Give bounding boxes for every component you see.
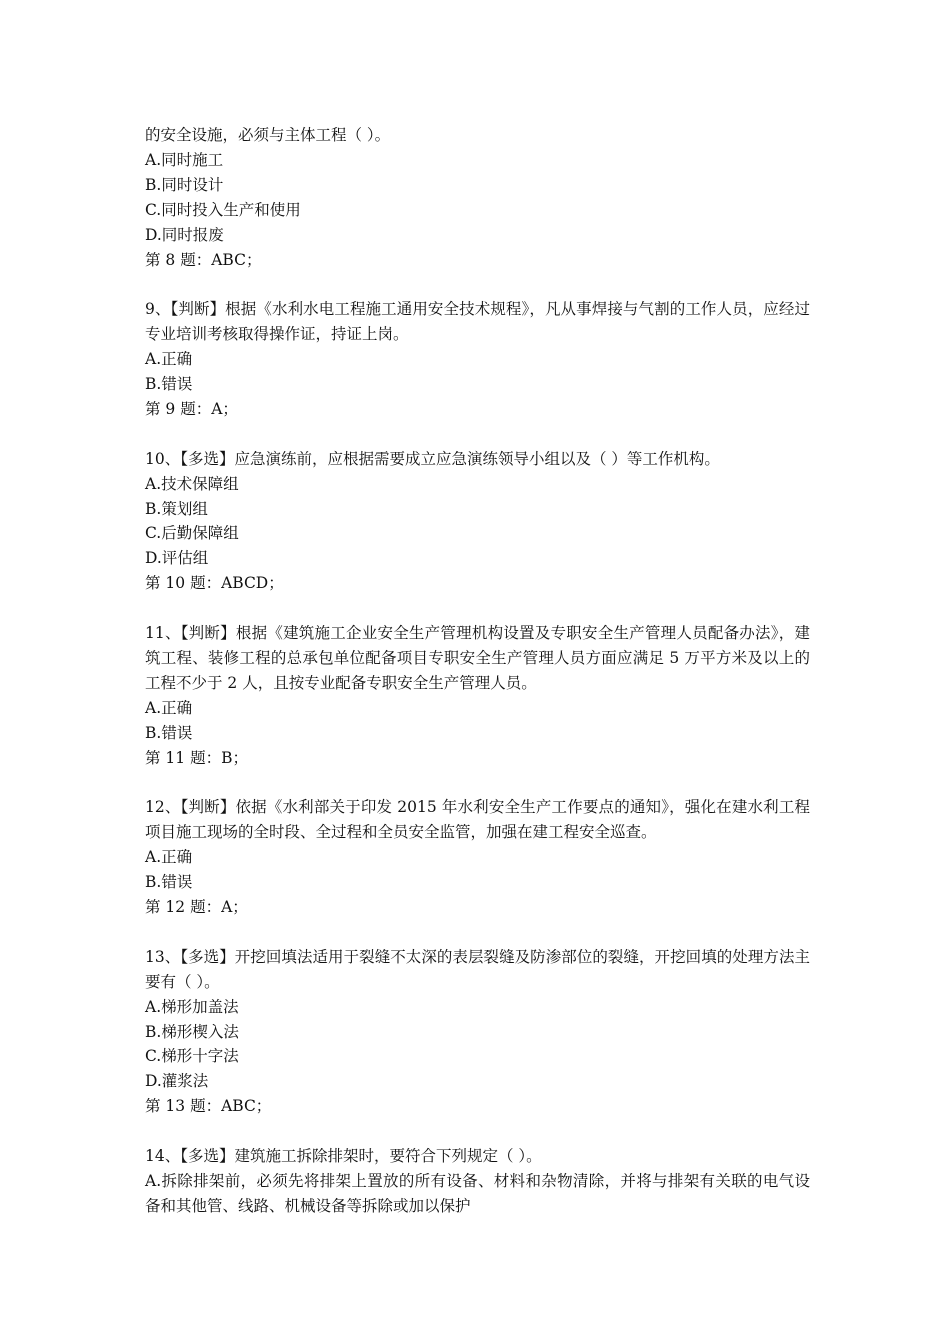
option-b: B.错误 bbox=[145, 873, 193, 892]
answer-line: 第 12 题：A； bbox=[145, 898, 248, 917]
question-stem: 11、【判断】根据《建筑施工企业安全生产管理机构设置及专职安全生产管理人员配备办法》，建筑工程、装修工程的总承包单位配备项目专职安全生产管理人员方面应满足 5 万平方米及以上的工程不少于 2 人，且按专业配备专职安全生产管理人员。 bbox=[145, 624, 810, 692]
option-a: A.同时施工 bbox=[145, 150, 224, 169]
question-stem: 12、【判断】依据《水利部关于印发 2015 年水利安全生产工作要点的通知》，强化在建水利工程项目施工现场的全时段、全过程和全员安全监管，加强在建工程安全巡查。 bbox=[145, 798, 810, 842]
spacer bbox=[145, 422, 810, 447]
answer-line: 第 8 题：ABC； bbox=[145, 250, 262, 269]
document-page bbox=[145, 123, 810, 1219]
spacer bbox=[145, 771, 810, 796]
option-b: B.错误 bbox=[145, 375, 193, 394]
option-b: B.同时设计 bbox=[145, 175, 224, 194]
option-b: B.梯形楔入法 bbox=[145, 1022, 239, 1041]
option-a: A.正确 bbox=[145, 848, 193, 867]
option-d: D.评估组 bbox=[145, 549, 209, 568]
spacer bbox=[145, 596, 810, 621]
option-c: C.同时投入生产和使用 bbox=[145, 200, 301, 219]
option-c: C.后勤保障组 bbox=[145, 524, 239, 543]
answer-line: 第 10 题：ABCD； bbox=[145, 574, 284, 593]
question-stem: 14、【多选】建筑施工拆除排架时，要符合下列规定（ ）。 bbox=[145, 1147, 542, 1166]
spacer bbox=[145, 920, 810, 945]
option-d: D.同时报废 bbox=[145, 225, 224, 244]
option-a: A.梯形加盖法 bbox=[145, 997, 239, 1016]
spacer bbox=[145, 1119, 810, 1144]
option-d: D.灌浆法 bbox=[145, 1072, 209, 1091]
option-a: A.正确 bbox=[145, 698, 193, 717]
option-b: B.错误 bbox=[145, 723, 193, 742]
answer-line: 第 11 题：B； bbox=[145, 748, 248, 767]
option-a: A.技术保障组 bbox=[145, 474, 239, 493]
question-stem: 9、【判断】根据《水利水电工程施工通用安全技术规程》，凡从事焊接与气割的工作人员，应经过专业培训考核取得操作证，持证上岗。 bbox=[145, 300, 810, 344]
question-stem: 10、【多选】应急演练前，应根据需要成立应急演练领导小组以及（ ）等工作机构。 bbox=[145, 449, 720, 468]
option-a: A.拆除排架前，必须先将排架上置放的所有设备、材料和杂物清除，并将与排架有关联的电气设备和其他管、线路、机械设备等拆除或加以保护 bbox=[145, 1171, 810, 1215]
answer-line: 第 13 题：ABC； bbox=[145, 1097, 272, 1116]
question-stem: 的安全设施，必须与主体工程（ ）。 bbox=[145, 126, 391, 144]
option-a: A.正确 bbox=[145, 350, 193, 369]
answer-line: 第 9 题：A； bbox=[145, 399, 238, 418]
option-b: B.策划组 bbox=[145, 499, 208, 518]
option-c: C.梯形十字法 bbox=[145, 1047, 239, 1066]
question-stem: 13、【多选】开挖回填法适用于裂缝不太深的表层裂缝及防渗部位的裂缝，开挖回填的处理方法主要有（ ）。 bbox=[145, 947, 810, 991]
spacer bbox=[145, 272, 810, 297]
